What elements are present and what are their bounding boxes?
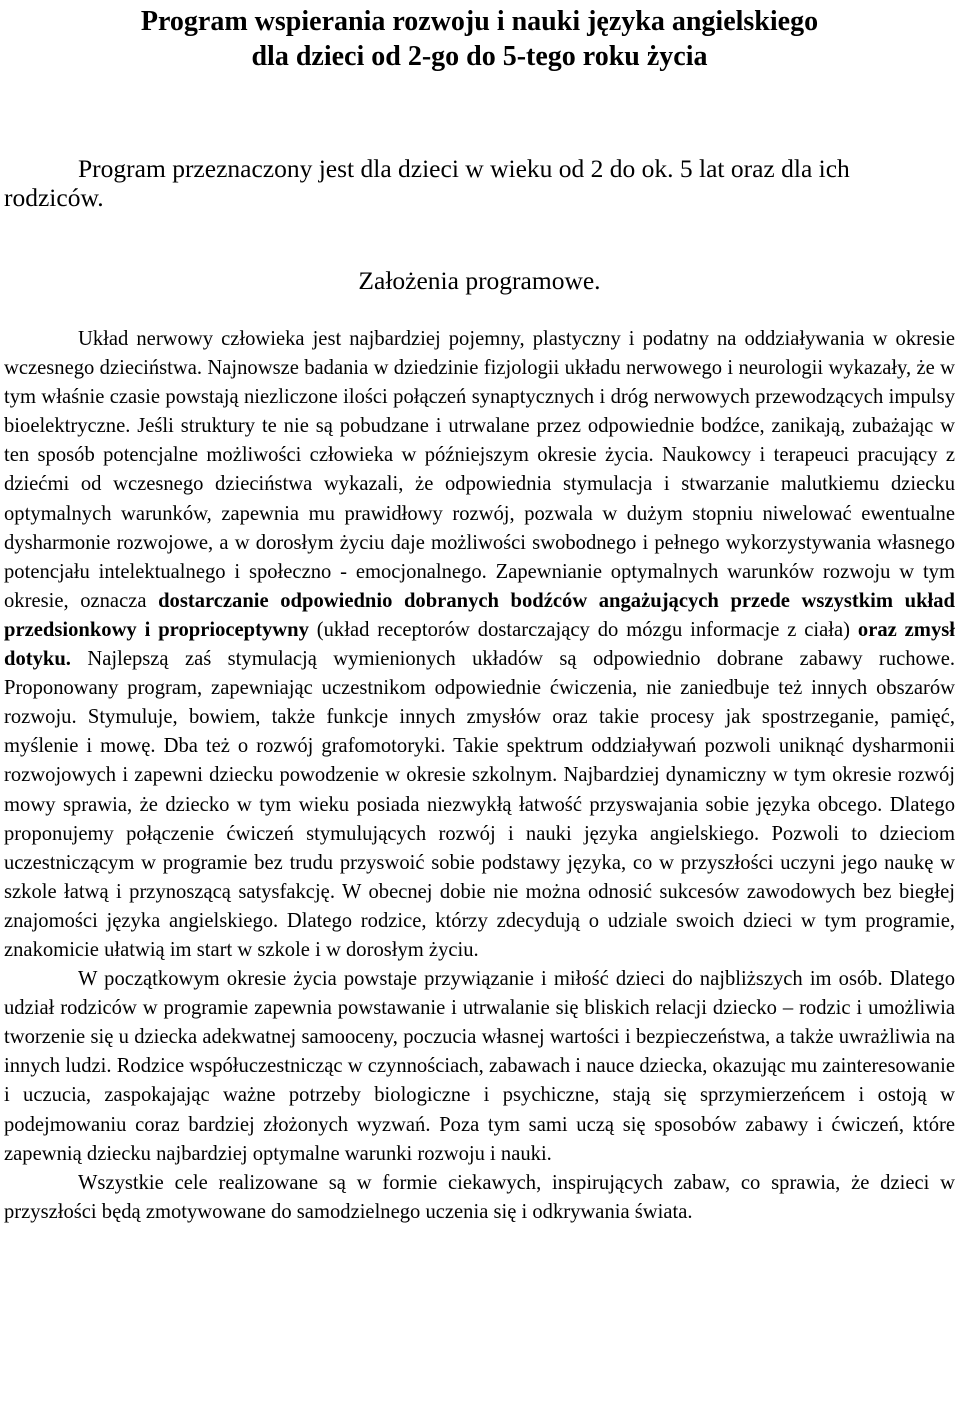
document-page [4, 0, 955, 1227]
document-title [4, 4, 955, 74]
p1-bold-2: oraz zmysł dotyku. [4, 618, 955, 671]
p1-bold-1: dostarczanie odpowiednio dobranych bodźców angażujących przede wszystkim układ przedsionkowy i proprioceptywny [4, 589, 955, 641]
section-heading: Założenia programowe. [358, 266, 601, 295]
body-paragraph-3: Wszystkie cele realizowane są w formie ciekawych, inspirujących zabaw, co sprawia, że dzieci w przyszłości będą zmotywowane do samodzielnego uczenia się i odkrywania świata. [4, 1171, 955, 1223]
title-line-1: Program wspierania rozwoju i nauki języka angielskiego [140, 6, 819, 37]
body-paragraph-2: W początkowym okresie życia powstaje przywiązanie i miłość dzieci do najbliższych im osób. Dlatego udział rodziców w programie zapewnia powstawanie i utrwalanie się bliskich relacji dziecko – rodzic i umożliwia tworzenie się u dziecka adekwatnej samooceny, poczucia własnej wartości i bezpieczeństwa, a także uwrażliwia na innych ludzi. Rodzice współuczestnicząc w czynnościach, zabawach i nauce dziecka, okazując mu zainteresowanie i uczucia, zaspokajając ważne potrzeby biologiczne i psychiczne, stają się sprzymierzeńcem i ostoją w podejmowaniu coraz bardziej złożonych wyzwań. Poza tym sami uczą się sposobów zabawy i ćwiczeń, które zapewnią dziecku najbardziej optymalne warunki rozwoju i nauki. [4, 968, 955, 1165]
intro-paragraph: Program przeznaczony jest dla dzieci w wieku od 2 do ok. 5 lat oraz dla ich rodziców. [4, 154, 850, 212]
p1-text-2: (układ receptorów dostarczający do mózgu informacje z ciała) [316, 618, 850, 641]
p1-text-3: Najlepszą zaś stymulacją wymienionych układów są odpowiednio dobrane zabawy ruchowe. Proponowany program, zapewniając uczestnikom odpowiednie ćwiczenia, nie zaniedbuje też innych obszarów rozwoju. Stymuluje, bowiem, także funkcje innych zmysłów oraz takie procesy jak spostrzeganie, pamięć, myślenie i mowę. Dba też o rozwój grafomotoryki. Takie spektrum oddziaływań pozwoli uniknąć dysharmonii rozwojowych i zapewni dziecku powodzenie w okresie szkolnym. Najbardziej dynamiczny w tym okresie rozwój mowy sprawia, że dziecko w tym wieku posiada niezwykłą łatwość przyswajania sobie języka obcego. Dlatego proponujemy połączenie ćwiczeń stymulujących rozwój i nauki języka angielskiego. Pozwoli to dzieciom uczestniczącym w programie bez trudu przyswoić sobie podstawy języka, co w przyszłości uczyni jego naukę w szkole łatwą i przynoszącą satysfakcję. W obecnej dobie nie można odnosić sukcesów zawodowych bez biegłej znajomości języka angielskiego. Dlatego rodzice, którzy zdecydują o udziale swoich dzieci w tym programie, znakomicie ułatwią im start w szkole i w dorosłym życiu. [4, 648, 955, 961]
body-paragraph-1 [4, 325, 955, 965]
p1-text-1: Układ nerwowy człowieka jest najbardziej pojemny, plastyczny i podatny na oddziaływania w okresie wczesnego dzieciństwa. Najnowsze badania w dziedzinie fizjologii układu nerwowego i neurologii wykazały, że w tym właśnie czasie powstają niezliczone ilości połączeń synaptycznych i dróg nerwowych przewodzących impulsy bioelektryczne. Jeśli struktury te nie są pobudzane i utrwalane przez odpowiednie bodźce, zanikają, zubażając w ten sposób potencjalne możliwości człowieka w późniejszym okresie życia. Naukowcy i terapeuci pracujący z dziećmi od wczesnego dzieciństwa wykazali, że odpowiednia stymulacja i stwarzanie malutkiemu dziecku optymalnych warunków, zapewnia mu prawidłowy rozwój, pozwala w dużym stopniu niwelować ewentualne dysharmonie rozwojowe, a w dorosłym życiu daje możliwości swobodnego i pełnego wykorzystywania własnego potencjału intelektualnego i społeczno - emocjonalnego. Zapewnianie optymalnych warunków rozwoju w tym okresie, oznacza [4, 328, 955, 612]
title-line-2: dla dzieci od 2-go do 5-tego roku życia [251, 41, 708, 72]
